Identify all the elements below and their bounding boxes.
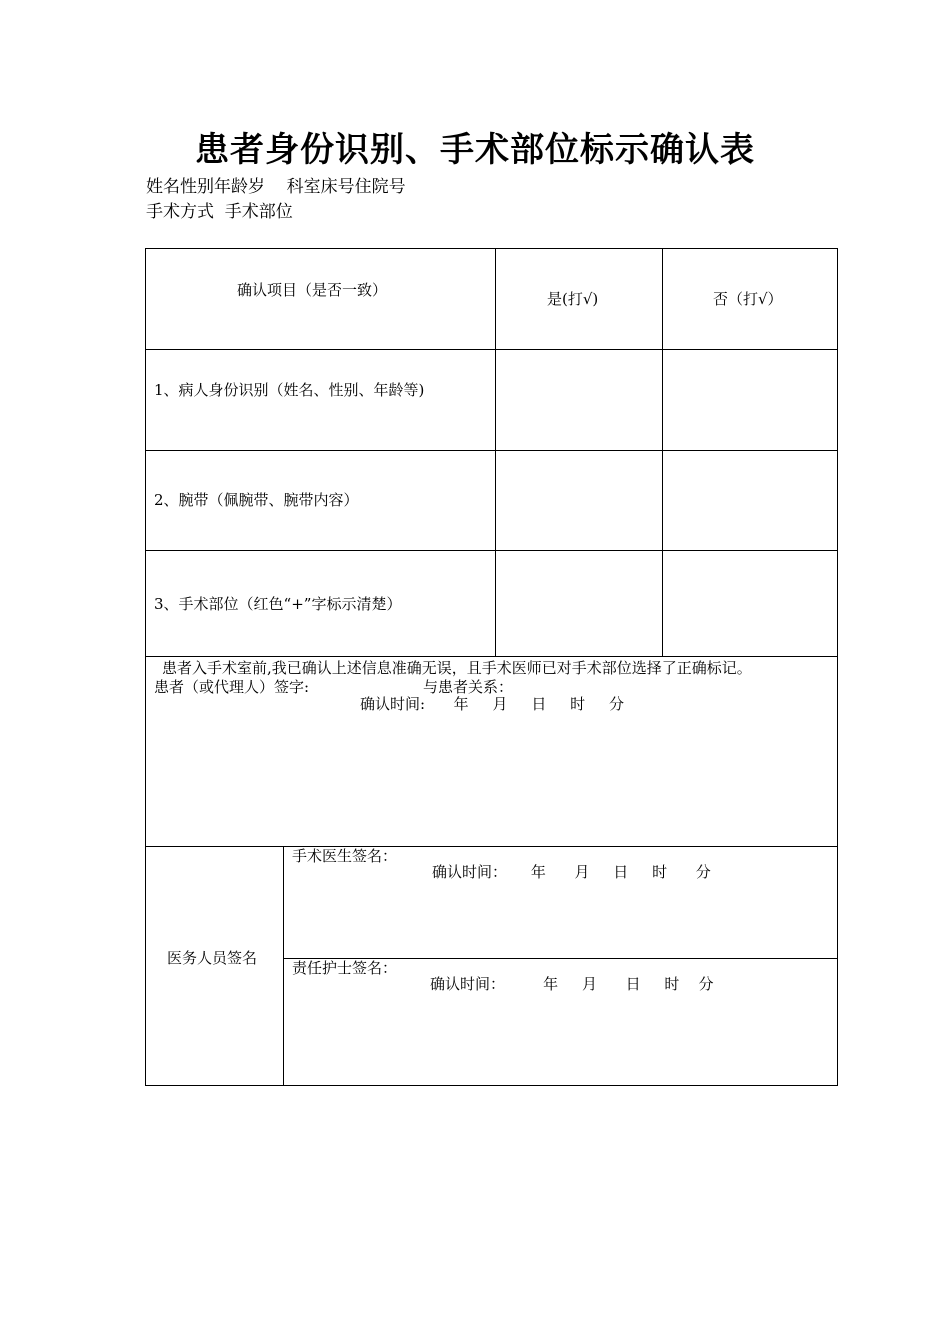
confirmation-form-table [145,248,838,1086]
table-border-left [145,248,146,1086]
nurse-confirm-time: 确认时间： 年 月 日 时 分 [430,975,714,993]
staff-signature-label: 医务人员签名 [167,949,258,967]
row-divider [145,349,838,350]
check-item-surgical-site: 3、手术部位（红色“+”字标示清楚） [154,595,402,613]
nurse-signature-label: 责任护士签名： [292,959,398,977]
patient-confirm-time: 确认时间: 年 月 日 时 分 [360,695,625,713]
patient-info-line-2: 手术方式 手术部位 [146,202,293,222]
row-divider [145,656,838,657]
column-divider [283,846,284,1086]
header-no: 否（打√） [713,290,783,308]
column-divider [495,248,496,657]
relation-label: 与患者关系： [423,678,514,696]
check-item-wristband: 2、腕带（佩腕带、腕带内容） [154,491,359,509]
table-border-right [837,248,838,1086]
table-border-top [145,248,838,249]
patient-signature-label: 患者（或代理人）签字: [154,678,310,696]
table-border-bottom [145,1085,838,1086]
column-divider [662,248,663,657]
header-yes: 是(打√) [547,290,599,308]
row-divider [145,450,838,451]
row-divider [145,550,838,551]
row-divider [145,846,838,847]
check-item-identity: 1、病人身份识别（姓名、性别、年龄等) [154,381,425,399]
patient-statement: 患者入手术室前,我已确认上述信息准确无误，且手术医师已对手术部位选择了正确标记。 [162,659,752,677]
surgeon-signature-label: 手术医生签名： [292,847,398,865]
surgeon-confirm-time: 确认时间： 年 月 日 时 分 [432,863,711,881]
header-confirm-item: 确认项目（是否一致） [237,281,388,299]
page-title: 患者身份识别、手术部位标示确认表 [195,130,755,170]
patient-info-line-1: 姓名性别年龄岁 科室床号住院号 [146,177,406,197]
